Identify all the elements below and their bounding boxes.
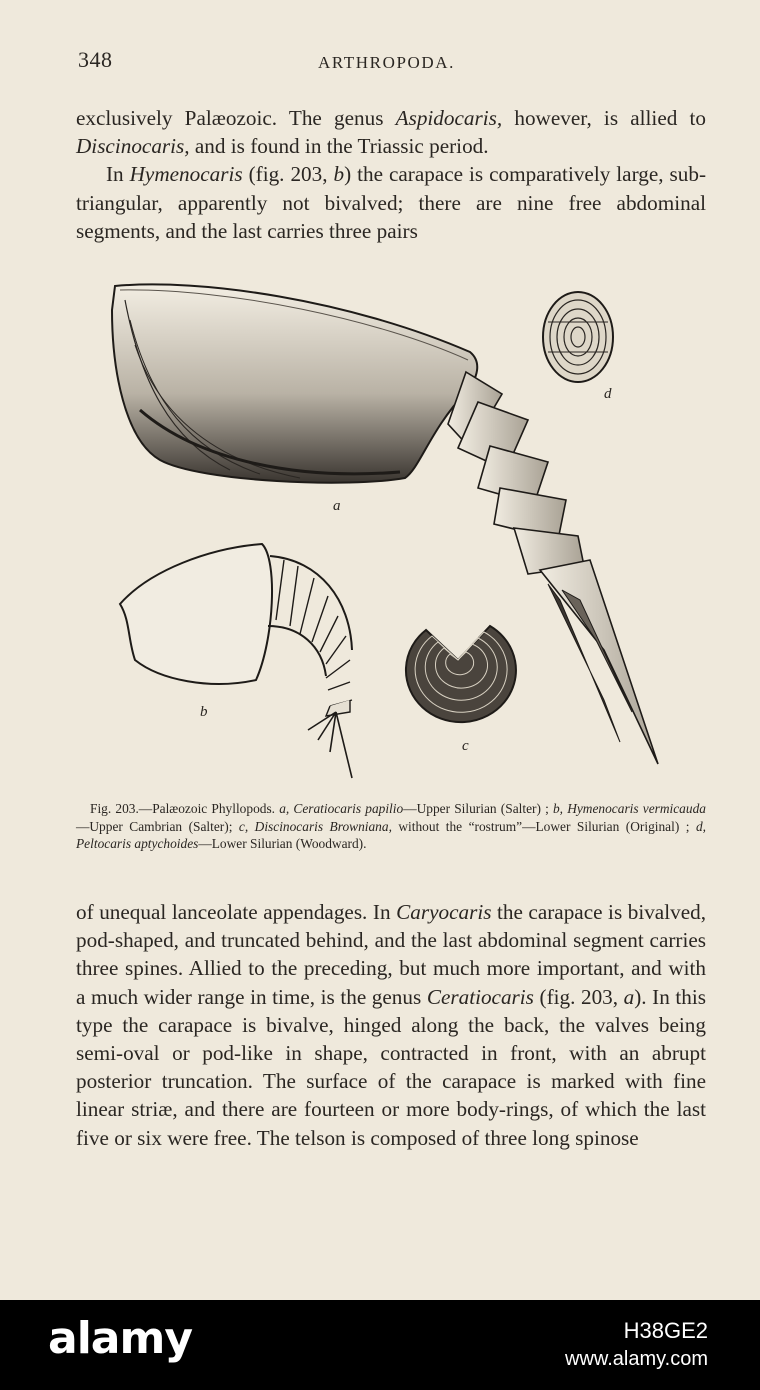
alamy-logo: alamy xyxy=(48,1313,192,1364)
discinocaris-disc xyxy=(406,626,516,722)
paragraph-3: of unequal lanceolate appendages. In Caryocaris the carapace is bivalved, pod-shaped, and truncated behind, and the last abdominal segment carries three spines. Allied to the preceding, but much more important, and with a much wider range in time, is the genus Ceratiocaris (fig. 203, a). In this type the carapace is bivalve, hinged along the back, the valves being semi-oval or pod-like in shape, contracted in front, with an abrupt posterior truncation. The surface of the carapace is marked with fine linear striæ, and there are fourteen or more body-rings, of which the last five or six were free. The telson is composed of three long spinose xyxy=(76,900,706,1150)
image-code: H38GE2 xyxy=(623,1318,708,1343)
page-number: 348 xyxy=(78,47,113,72)
label-c: c xyxy=(462,738,469,754)
bottom-body-text xyxy=(76,898,706,1152)
watermark-url: www.alamy.com xyxy=(565,1348,708,1370)
paragraph-2: In Hymenocaris (fig. 203, b) the carapace is comparatively large, sub-triangular, apparently not bivalved; there are nine free abdominal segments, and the last carries three pairs xyxy=(76,162,706,243)
figure-caption: Fig. 203.—Palæozoic Phyllopods. a, Ceratiocaris papilio—Upper Silurian (Salter) ; b, Hymenocaris vermicauda—Upper Cambrian (Salter); c, Discinocaris Browniana, without the “rostrum”—Lower Silurian (Original) ; d, Peltocaris aptychoides—Lower Silurian (Woodward). xyxy=(76,801,706,851)
ceratiocaris-carapace xyxy=(112,284,477,482)
peltocaris-valve xyxy=(543,292,613,382)
paragraph-1: exclusively Palæozoic. The genus Aspidocaris, however, is allied to Discinocaris, and is found in the Triassic period. xyxy=(76,106,706,159)
running-head: ARTHROPODA. xyxy=(318,53,456,72)
label-d: d xyxy=(604,386,612,402)
hymenocaris-body xyxy=(120,544,352,778)
label-b: b xyxy=(200,704,208,720)
label-a: a xyxy=(333,498,341,514)
